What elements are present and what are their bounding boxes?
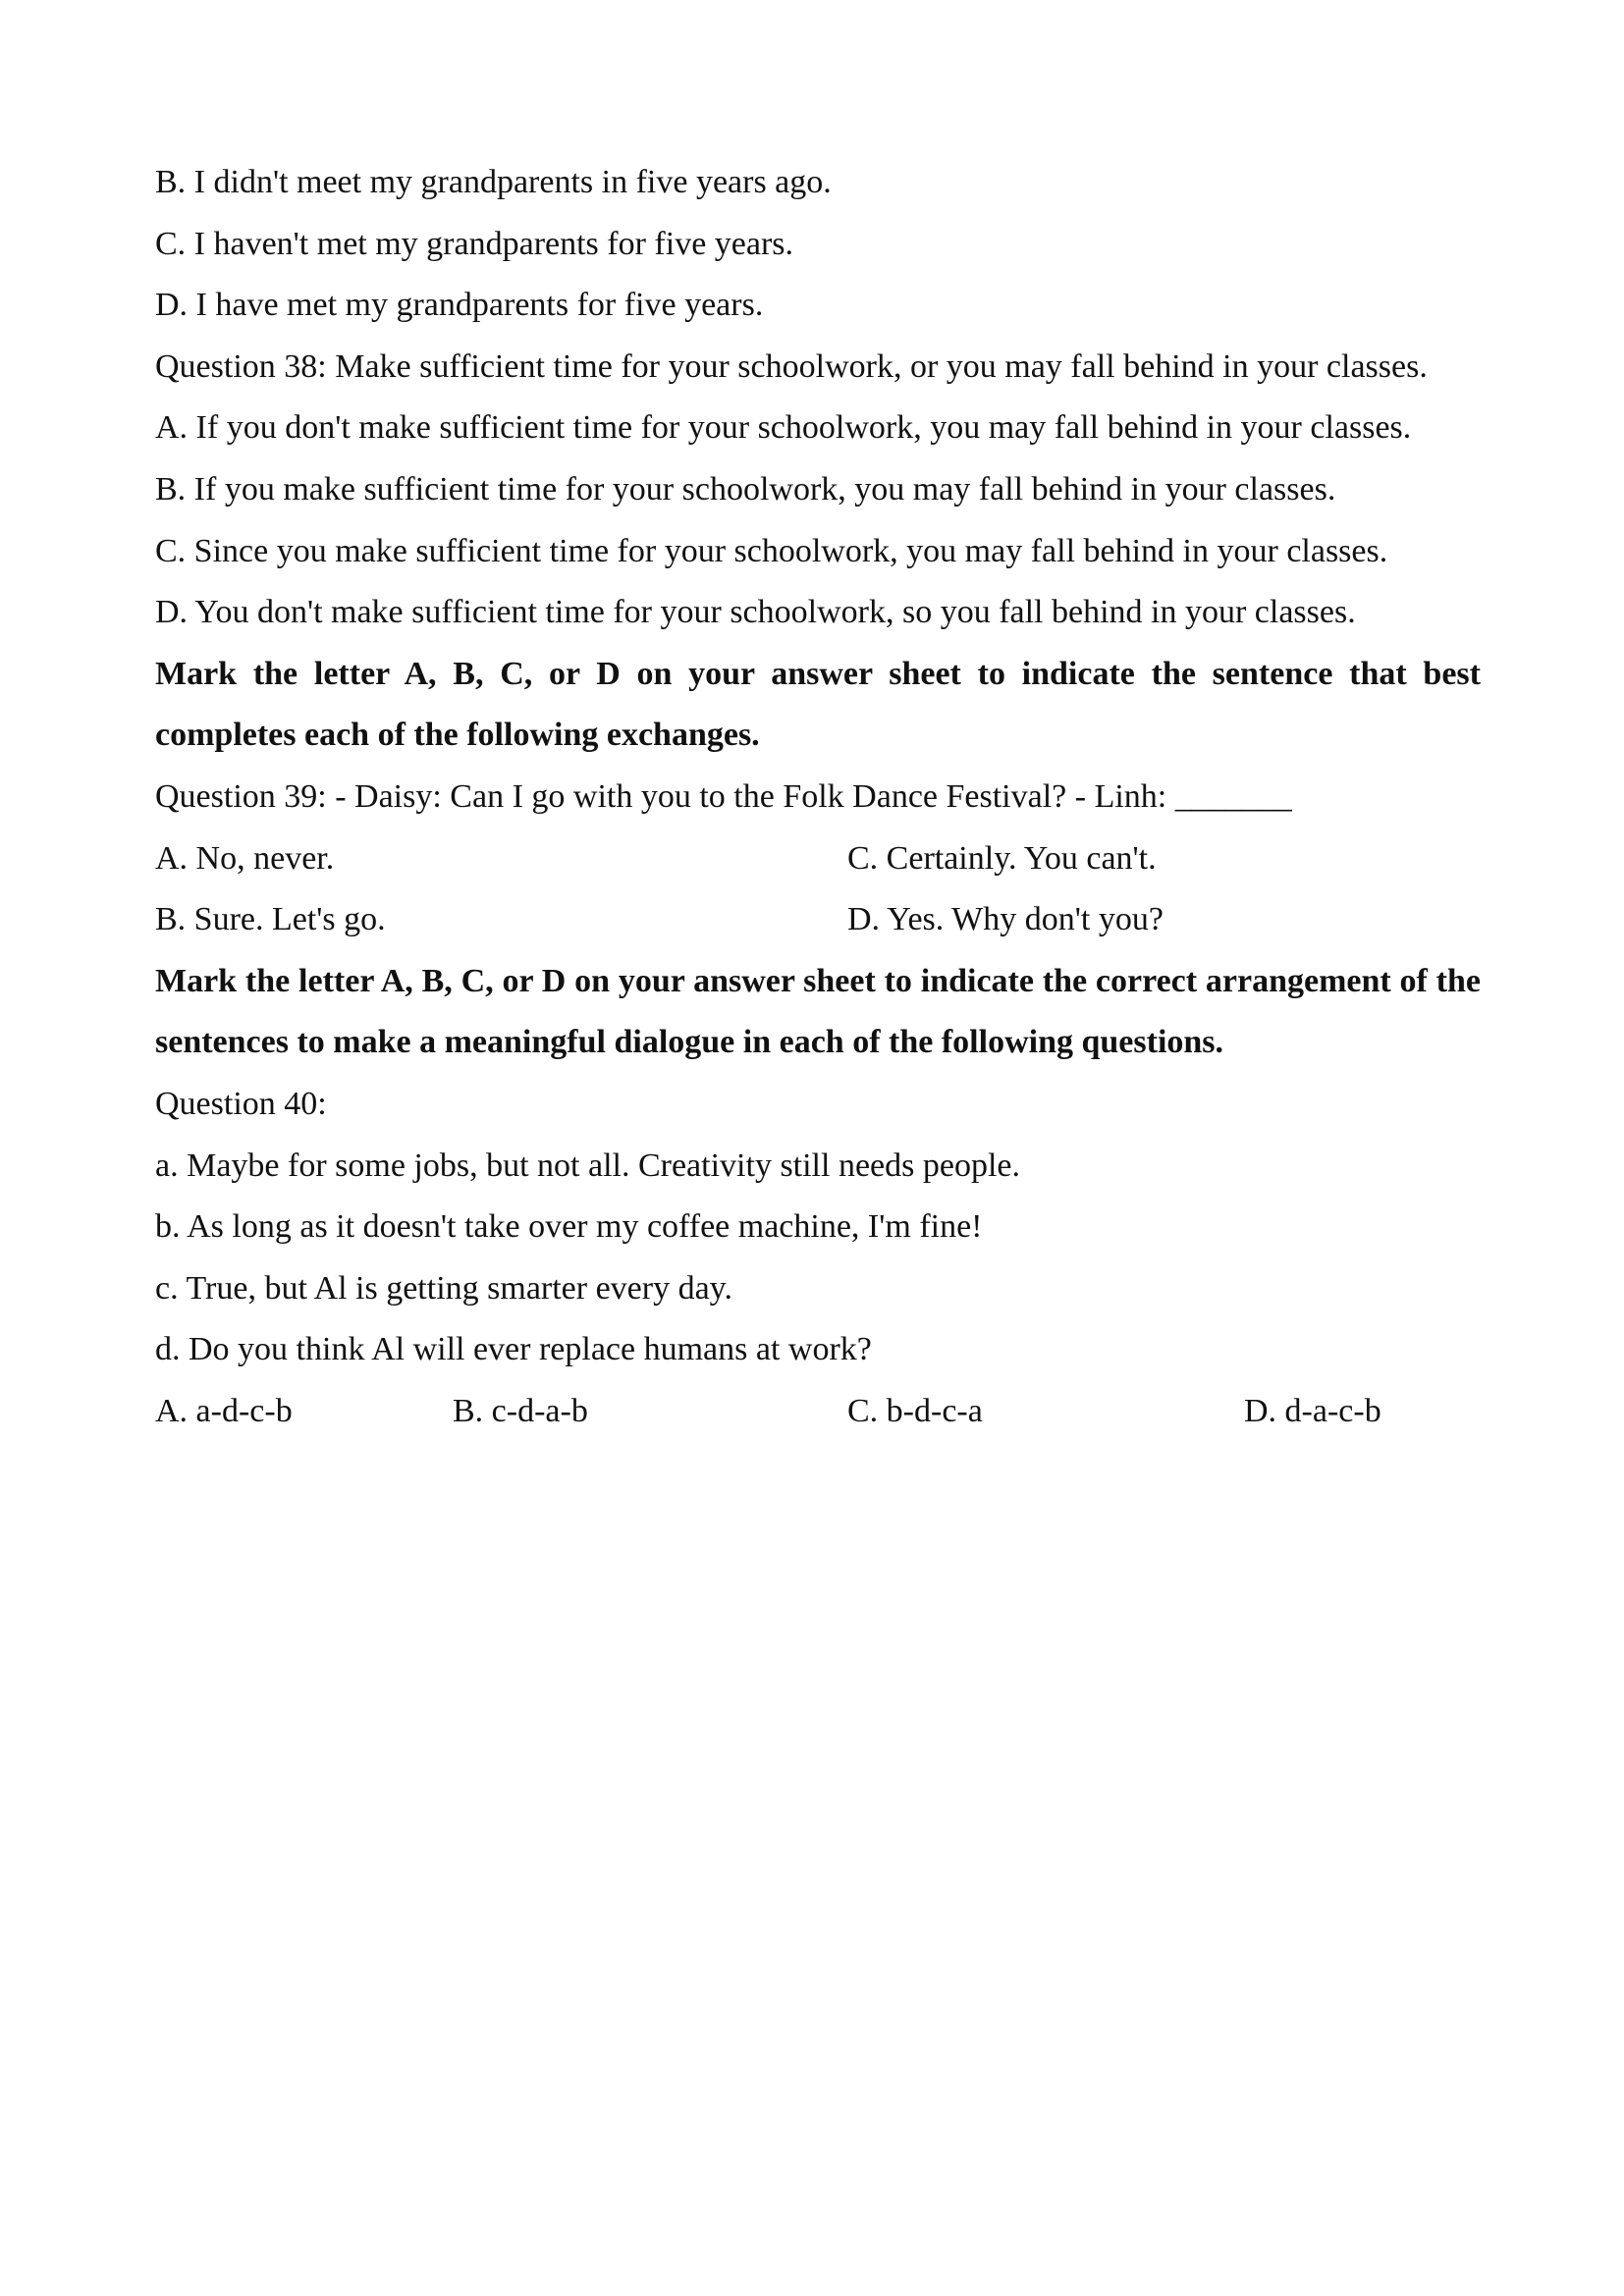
q40-line-c: c. True, but Al is getting smarter every day. (155, 1269, 732, 1307)
q39-options-row-1 (155, 828, 1481, 890)
q40-option-d: D. d-a-c-b (1244, 1392, 1381, 1429)
q38-option-a: A. If you don't make sufficient time for your schoolwork, you may fall behind in your classes. (155, 409, 1412, 447)
document-page (155, 152, 1481, 1442)
q38-option-d: D. You don't make sufficient time for your schoolwork, so you fall behind in your classes. (155, 594, 1356, 631)
q40-line-a: a. Maybe for some jobs, but not all. Creativity still needs people. (155, 1147, 1020, 1184)
q37-option-c: C. I haven't met my grandparents for five years. (155, 225, 794, 262)
q40-option-c: C. b-d-c-a (847, 1392, 983, 1429)
q38-option-b: B. If you make sufficient time for your schoolwork, you may fall behind in your classes. (155, 470, 1336, 507)
q38-option-c: C. Since you make sufficient time for your schoolwork, you may fall behind in your classes. (155, 532, 1388, 569)
q39-option-d: D. Yes. Why don't you? (847, 901, 1164, 938)
q40-line-d: d. Do you think Al will ever replace humans at work? (155, 1331, 872, 1368)
q38-stem: Question 38: Make sufficient time for your schoolwork, or you may fall behind in your classes. (155, 347, 1428, 385)
q40-option-a: A. a-d-c-b (155, 1392, 293, 1429)
q40-option-b: B. c-d-a-b (453, 1392, 588, 1429)
q39-option-b: B. Sure. Let's go. (155, 901, 386, 938)
q40-line-b: b. As long as it doesn't take over my coffee machine, I'm fine! (155, 1208, 983, 1246)
q39-option-a: A. No, never. (155, 839, 335, 877)
q39-options-row-2 (155, 889, 1481, 951)
q37-option-d: D. I have met my grandparents for five years. (155, 287, 764, 324)
instruction-arrangement: Mark the letter A, B, C, or D on your answer sheet to indicate the correct arrangement of the sentences to make a meaningful dialogue in each of the following questions. (155, 962, 1481, 1061)
q39-option-c: C. Certainly. You can't. (847, 839, 1157, 877)
q40-options-row (155, 1381, 1481, 1443)
instruction-exchanges: Mark the letter A, B, C, or D on your answer sheet to indicate the sentence that best completes each of the following exchanges. (155, 655, 1481, 754)
q37-option-b: B. I didn't meet my grandparents in five years ago. (155, 164, 832, 200)
q40-stem: Question 40: (155, 1085, 327, 1122)
q39-stem: Question 39: - Daisy: Can I go with you to the Folk Dance Festival? - Linh: _______ (155, 777, 1292, 815)
